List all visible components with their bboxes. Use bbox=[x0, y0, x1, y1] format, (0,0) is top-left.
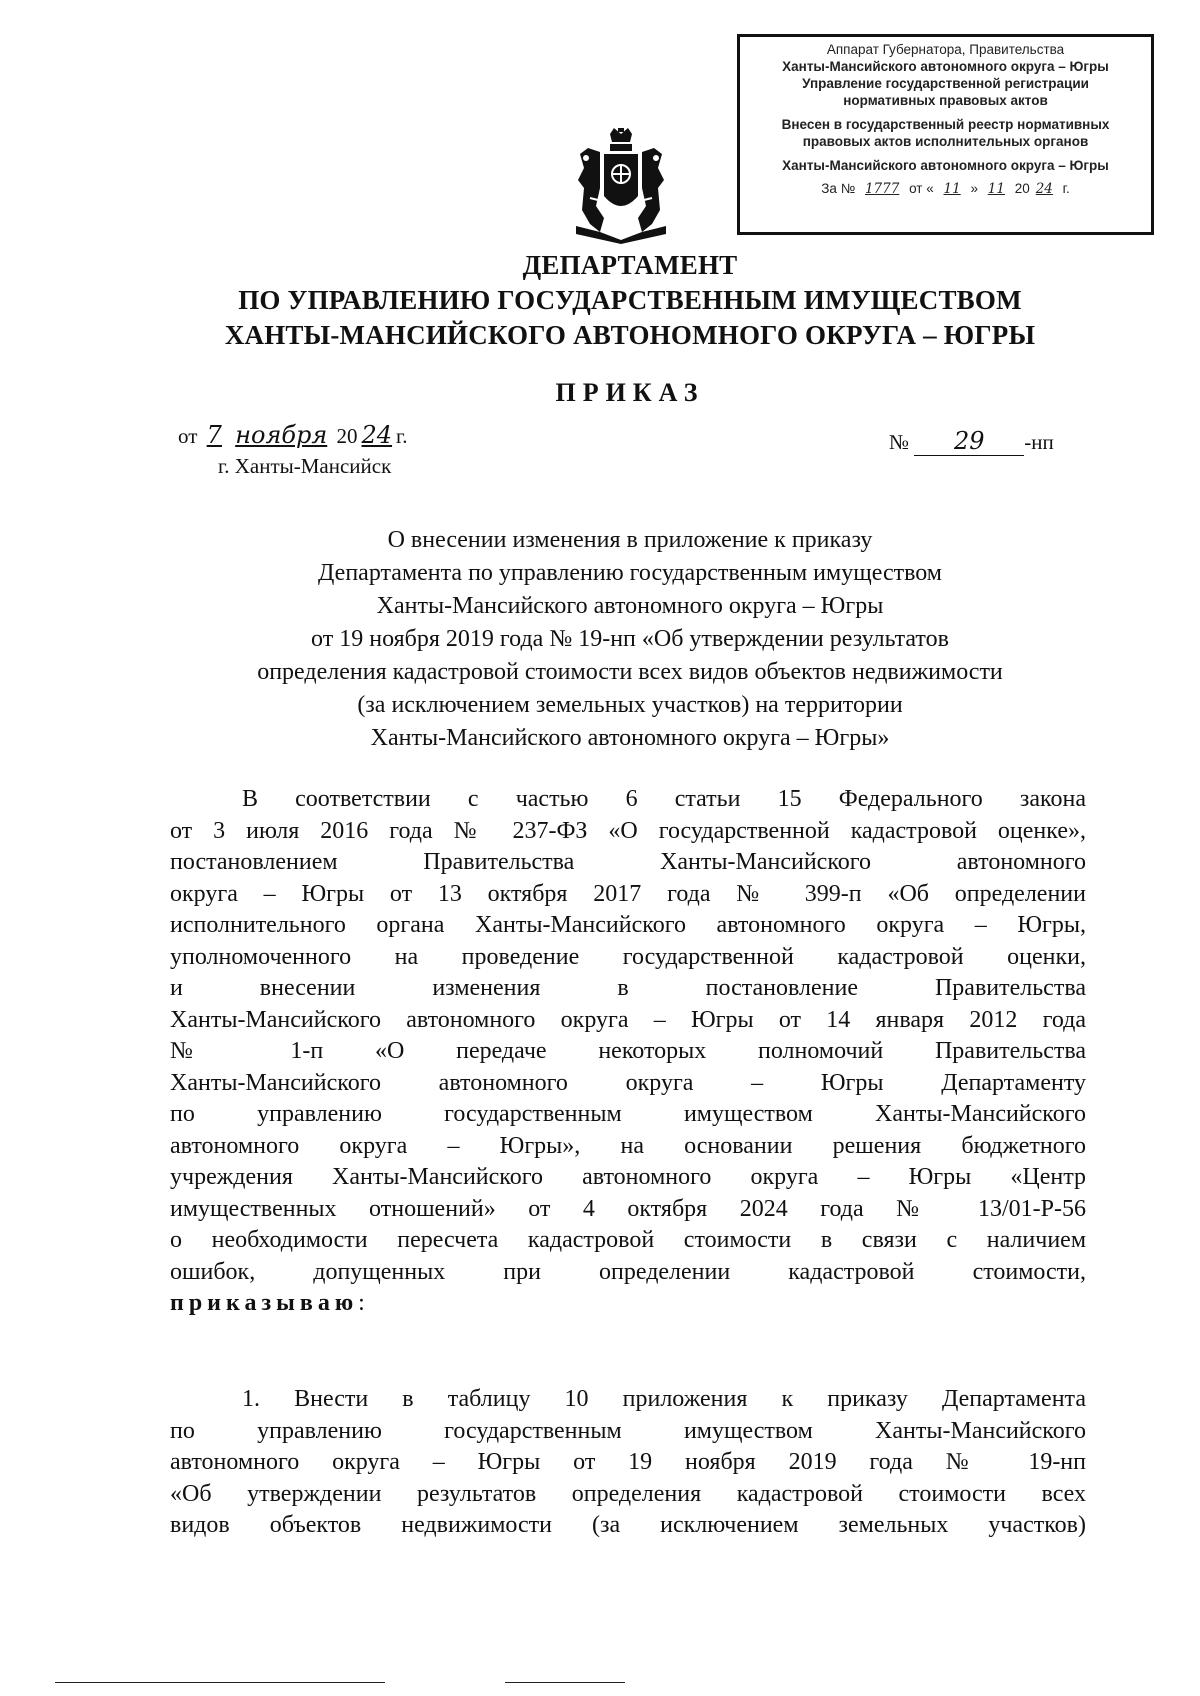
order-word-colon: : bbox=[358, 1290, 365, 1316]
stamp-reg-year-prefix: 20 bbox=[1014, 181, 1030, 196]
date-year-prefix: 20 bbox=[336, 424, 358, 448]
header-line: ПО УПРАВЛЕНИЮ ГОСУДАРСТВЕННЫМ ИМУЩЕСТВОМ bbox=[238, 285, 1022, 315]
document-type: ПРИКАЗ bbox=[555, 378, 705, 407]
subject-line: Ханты-Мансийского автономного округа – Югры bbox=[376, 593, 884, 619]
header-line: ХАНТЫ-МАНСИЙСКОГО АВТОНОМНОГО ОКРУГА – ЮГРЫ bbox=[224, 320, 1036, 350]
body-line: автономного округа – Югры от 19 ноября 2019 года № 19-нп bbox=[170, 1449, 1086, 1475]
number-prefix: № bbox=[889, 430, 910, 454]
registry-stamp bbox=[737, 34, 1154, 235]
stamp-reg-day-close: » bbox=[970, 181, 978, 196]
number-suffix: -нп bbox=[1024, 430, 1054, 454]
subject-line: (за исключением земельных участков) на территории bbox=[357, 692, 903, 718]
body-line: и внесении изменения в постановление Правительства bbox=[170, 975, 1086, 1001]
stamp-reg-month: 11 bbox=[987, 181, 1005, 197]
document-city: г. Ханты-Мансийск bbox=[218, 454, 392, 478]
body-line: автономного округа – Югры», на основании решения бюджетного bbox=[170, 1132, 1086, 1159]
date-month: ноября bbox=[235, 421, 328, 449]
body-line: уполномоченного на проведение государственной кадастровой оценки, bbox=[170, 943, 1086, 970]
stamp-reg-number: 1777 bbox=[864, 181, 900, 197]
body-line: ошибок, допущенных при определении кадастровой стоимости, bbox=[170, 1258, 1086, 1285]
stamp-line: Ханты-Мансийского автономного округа – Югры bbox=[782, 158, 1109, 173]
item-1-paragraph bbox=[170, 1384, 1086, 1542]
body-line: 1. Внести в таблицу 10 приложения к приказу Департамента bbox=[242, 1386, 1086, 1412]
stamp-registration bbox=[740, 180, 1151, 198]
subject-line: определения кадастровой стоимости всех видов объектов недвижимости bbox=[257, 659, 1003, 685]
date-suffix: г. bbox=[396, 424, 408, 448]
document-number bbox=[889, 427, 1054, 456]
stamp-line: Аппарат Губернатора, Правительства bbox=[826, 42, 1065, 57]
document-header bbox=[0, 248, 1200, 353]
document-subject bbox=[150, 524, 1110, 755]
body-line: постановлением Правительства Ханты-Мансийского автономного bbox=[170, 849, 1086, 875]
body-line: округа – Югры от 13 октября 2017 года № 399-п «Об определении bbox=[170, 880, 1086, 907]
body-line: имущественных отношений» от 4 октября 2024 года № 13/01-Р-56 bbox=[170, 1195, 1086, 1222]
subject-line: Департамента по управлению государственным имуществом bbox=[318, 560, 942, 586]
body-line: учреждения Ханты-Мансийского автономного округа – Югры «Центр bbox=[170, 1164, 1086, 1190]
body-line: В соответствии с частью 6 статьи 15 Федерального закона bbox=[242, 786, 1086, 812]
footer-rule bbox=[55, 1682, 385, 1683]
body-line: № 1-п «О передаче некоторых полномочий Правительства bbox=[170, 1038, 1086, 1064]
body-line: по управлению государственным имуществом Ханты-Мансийского bbox=[170, 1101, 1086, 1127]
body-line: исполнительного органа Ханты-Мансийского автономного округа – Югры, bbox=[170, 912, 1086, 938]
body-line: Ханты-Мансийского автономного округа – Югры от 14 января 2012 года bbox=[170, 1006, 1086, 1033]
date-year: 24 bbox=[361, 421, 393, 449]
body-line: видов объектов недвижимости (за исключением земельных участков) bbox=[170, 1512, 1086, 1538]
stamp-reg-from: от « bbox=[909, 181, 934, 196]
stamp-reg-day: 11 bbox=[943, 181, 961, 197]
preamble-paragraph bbox=[170, 784, 1086, 1320]
stamp-line: Внесен в государственный реестр нормативных bbox=[781, 117, 1110, 132]
order-word: приказываю bbox=[170, 1290, 359, 1316]
body-line: о необходимости пересчета кадастровой стоимости в связи с наличием bbox=[170, 1227, 1086, 1253]
date-day: 7 bbox=[206, 421, 222, 449]
stamp-reg-prefix: За № bbox=[821, 181, 856, 196]
stamp-line: Ханты-Мансийского автономного округа – Югры bbox=[782, 59, 1109, 74]
stamp-line: нормативных правовых актов bbox=[843, 93, 1048, 108]
footer-rule bbox=[505, 1682, 625, 1683]
body-line: Ханты-Мансийского автономного округа – Югры Департаменту bbox=[170, 1069, 1086, 1096]
stamp-line: правовых актов исполнительных органов bbox=[802, 134, 1089, 149]
body-line: по управлению государственным имуществом Ханты-Мансийского bbox=[170, 1417, 1086, 1444]
subject-line: О внесении изменения в приложение к приказу bbox=[387, 527, 873, 553]
subject-line: от 19 ноября 2019 года № 19-нп «Об утверждении результатов bbox=[311, 626, 949, 652]
header-line: ДЕПАРТАМЕНТ bbox=[522, 250, 738, 280]
stamp-reg-year: 24 bbox=[1035, 181, 1053, 197]
body-line: «Об утверждении результатов определения кадастровой стоимости всех bbox=[170, 1480, 1086, 1507]
date-prefix: от bbox=[178, 424, 198, 448]
body-line: от 3 июля 2016 года № 237-ФЗ «О государственной кадастровой оценке», bbox=[170, 817, 1086, 844]
stamp-line: Управление государственной регистрации bbox=[802, 76, 1089, 91]
subject-line: Ханты-Мансийского автономного округа – Югры» bbox=[370, 725, 890, 751]
order-word-line bbox=[170, 1288, 1086, 1320]
coat-of-arms-icon bbox=[570, 128, 672, 244]
stamp-reg-year-suffix: г. bbox=[1062, 181, 1070, 196]
number-value: 29 bbox=[914, 427, 1024, 456]
document-date bbox=[178, 421, 408, 449]
